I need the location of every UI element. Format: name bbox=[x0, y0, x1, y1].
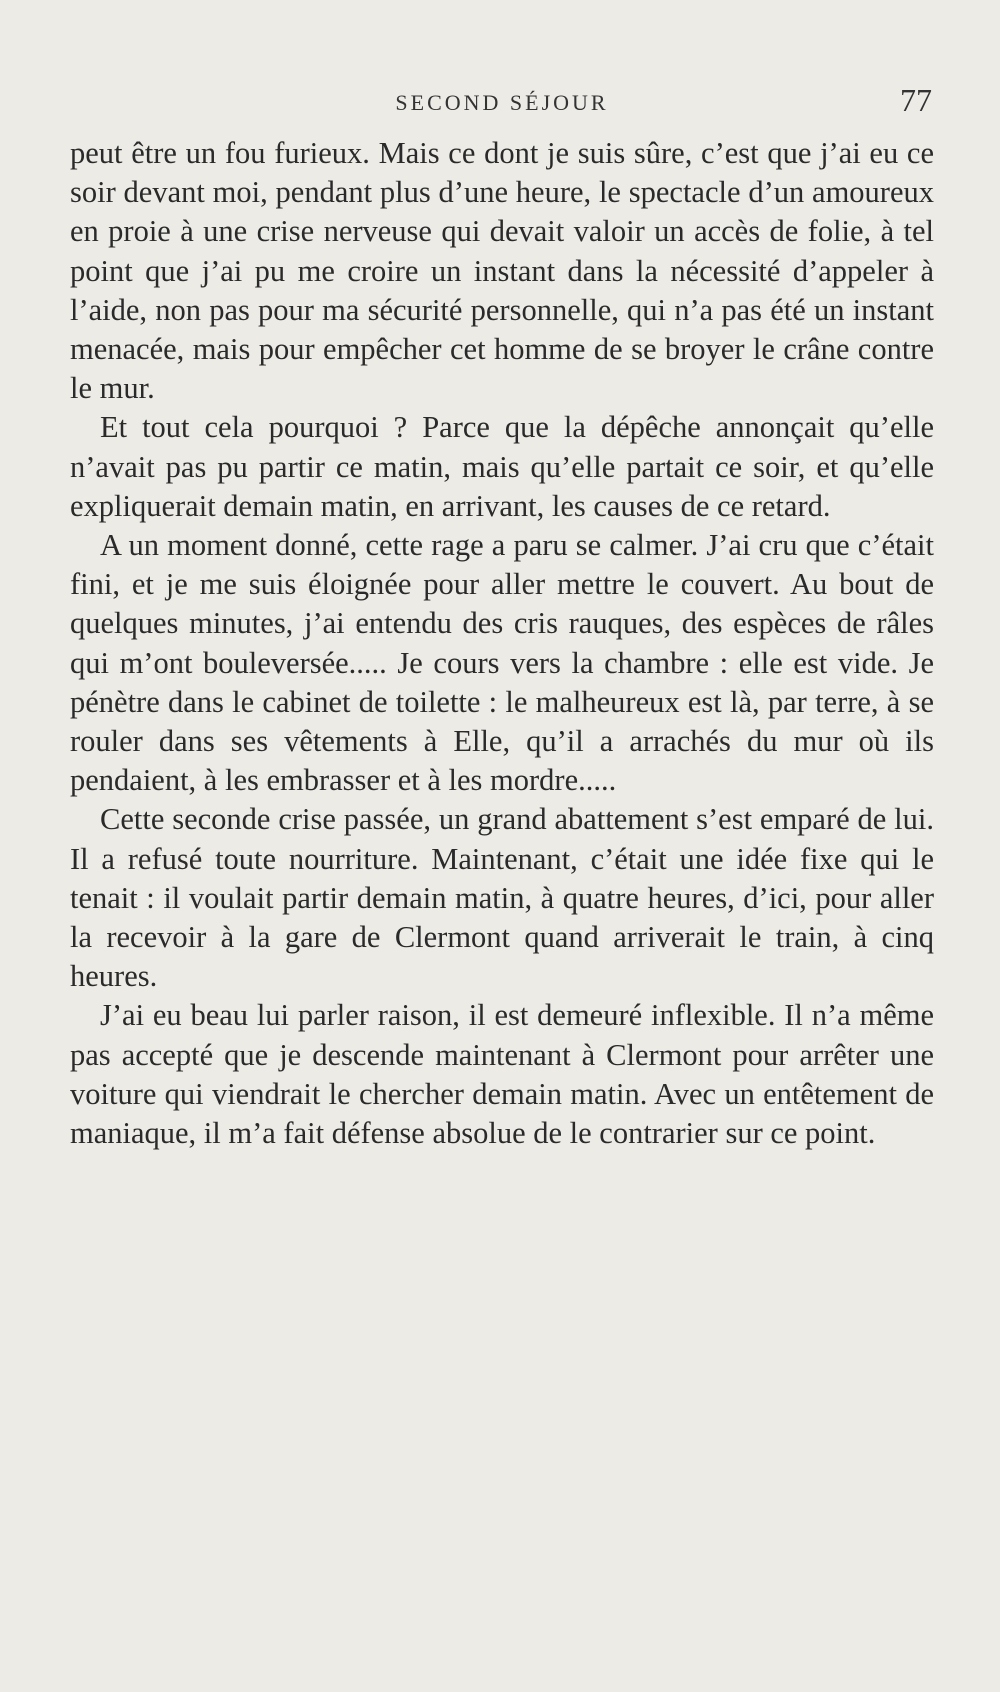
paragraph-5: J’ai eu beau lui parler raison, il est demeuré inflexible. Il n’a même pas accepté que je descende maintenant à Clermont pour arrêter une voiture qui viendrait le chercher demain matin. Avec un entêtement de maniaque, il m’a fait défense absolue de le contrarier sur ce point. bbox=[70, 998, 934, 1151]
paragraph-1: peut être un fou furieux. Mais ce dont je suis sûre, c’est que j’ai eu ce soir devant moi, pendant plus d’une heure, le spectacle d’un amoureux en proie à une crise nerveuse qui devait valoir un accès de folie, à tel point que j’ai pu me croire un instant dans la nécessité d’appeler à l’aide, non pas pour ma sécurité personnelle, qui n’a pas été un instant menacée, mais pour empêcher cet homme de se broyer le crâne contre le mur. bbox=[70, 136, 934, 406]
running-title: SECOND SÉJOUR bbox=[395, 90, 609, 115]
paragraph-4: Cette seconde crise passée, un grand abattement s’est emparé de lui. Il a refusé toute nourriture. Maintenant, c’était une idée fixe qui le tenait : il voulait partir demain matin, à quatre heures, d’ici, pour aller la recevoir à la gare de Clermont quand arriverait le train, à cinq heures. bbox=[70, 802, 934, 994]
paragraph-2: Et tout cela pourquoi ? Parce que la dépêche annonçait qu’elle n’avait pas pu partir ce matin, mais qu’elle partait ce soir, et qu’elle expliquerait demain matin, en arrivant, les causes de ce retard. bbox=[70, 410, 934, 523]
page-number: 77 bbox=[900, 82, 932, 118]
running-header bbox=[70, 80, 934, 128]
paragraph-3: A un moment donné, cette rage a paru se calmer. J’ai cru que c’était fini, et je me suis éloignée pour aller mettre le couvert. Au bout de quelques minutes, j’ai entendu des cris rauques, des espèces de râles qui m’ont bouleversée..... Je cours vers la chambre : elle est vide. Je pénètre dans le cabinet de toilette : le malheureux est là, par terre, à se rouler dans ses vêtements à Elle, qu’il a arrachés du mur où ils pendaient, à les embrasser et à les mordre..... bbox=[70, 528, 934, 798]
body-text bbox=[70, 134, 934, 1153]
